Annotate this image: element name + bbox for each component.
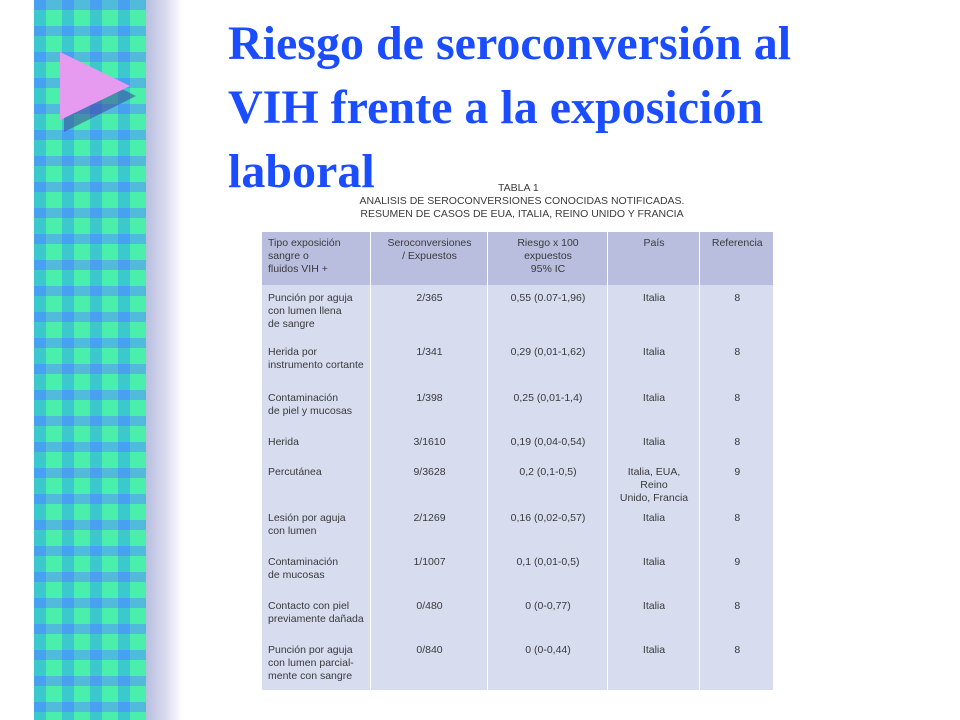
table-cell — [487, 593, 607, 637]
table-cell — [262, 459, 370, 505]
cell-text: Referencia — [711, 237, 763, 249]
cell-text: 0/480 — [416, 600, 443, 612]
cell-text: 9/3628 — [413, 466, 446, 478]
cell-text: sangre o — [268, 250, 309, 262]
cell-text: 8 — [734, 644, 741, 656]
table-row — [262, 593, 773, 637]
cell-text: 2/1269 — [413, 512, 446, 524]
table-cell — [487, 549, 607, 593]
slide-title-line: laboral — [228, 145, 375, 198]
table-cell — [370, 429, 487, 459]
cell-text: con lumen — [268, 525, 317, 537]
cell-text: 8 — [734, 600, 741, 612]
table-cell — [699, 429, 773, 459]
column-header — [607, 232, 699, 285]
table-body — [262, 285, 773, 690]
cell-text: mente con sangre — [268, 670, 353, 682]
cell-text: País — [643, 237, 665, 249]
table-row — [262, 505, 773, 549]
table-cell — [262, 505, 370, 549]
table-cell — [370, 637, 487, 690]
cell-text: 0,29 (0,01-1,62) — [510, 346, 586, 358]
cell-text: 0,16 (0,02-0,57) — [510, 512, 586, 524]
decorative-side-shade — [146, 0, 182, 720]
cell-text: 8 — [734, 392, 741, 404]
table-cell — [262, 285, 370, 339]
table-row — [262, 459, 773, 505]
table-cell — [487, 459, 607, 505]
column-header — [699, 232, 773, 285]
column-header — [487, 232, 607, 285]
cell-text: Seroconversiones — [387, 237, 472, 249]
cell-text: / Expuestos — [402, 250, 457, 262]
table-cell — [699, 285, 773, 339]
cell-text: 1/398 — [416, 392, 443, 404]
table-cell — [699, 549, 773, 593]
cell-text: previamente dañada — [268, 613, 364, 625]
table-cell — [487, 429, 607, 459]
cell-text: 0 (0-0,77) — [525, 600, 571, 612]
table-cell — [262, 429, 370, 459]
table-cell — [487, 285, 607, 339]
table-cell — [487, 339, 607, 385]
table-caption-line: ANALISIS DE SEROCONVERSIONES CONOCIDAS NOTIFICADAS. — [359, 195, 685, 207]
cell-text: 0,1 (0,01-0,5) — [516, 556, 580, 568]
table-cell — [487, 637, 607, 690]
table-cell — [370, 505, 487, 549]
table-cell — [699, 385, 773, 429]
table-row — [262, 385, 773, 429]
table-cell — [607, 593, 699, 637]
table-cell — [607, 459, 699, 505]
cell-text: 0 (0-0,44) — [525, 644, 571, 656]
cell-text: fluidos VIH + — [268, 263, 328, 275]
table-row — [262, 549, 773, 593]
cell-text: 0/840 — [416, 644, 443, 656]
cell-text: Punción por aguja — [268, 644, 353, 656]
slide-title — [228, 12, 928, 204]
cell-text: 3/1610 — [413, 436, 446, 448]
table-cell — [370, 549, 487, 593]
cell-text: Contaminación — [268, 392, 339, 404]
cell-text: Percutánea — [268, 466, 322, 478]
table-row — [262, 637, 773, 690]
cell-text: Italia — [642, 512, 666, 524]
cell-text: 8 — [734, 292, 741, 304]
slide-title-line: Riesgo de seroconversión al — [228, 17, 792, 70]
cell-text: 0,25 (0,01-1,4) — [513, 392, 583, 404]
table-cell — [699, 339, 773, 385]
table-cell — [699, 459, 773, 505]
cell-text: Contacto con piel — [268, 600, 350, 612]
table-caption-label: TABLA 1 — [498, 182, 539, 194]
table-caption-line: RESUMEN DE CASOS DE EUA, ITALIA, REINO UNIDO Y FRANCIA — [360, 208, 684, 220]
table-row — [262, 429, 773, 459]
cell-text: 95% IC — [530, 263, 566, 275]
cell-text: de piel y mucosas — [268, 405, 353, 417]
table-cell — [607, 505, 699, 549]
table-cell — [699, 593, 773, 637]
table-cell — [607, 385, 699, 429]
cell-text: Unido, Francia — [619, 492, 689, 504]
table-cell — [607, 549, 699, 593]
cell-text: 2/365 — [416, 292, 443, 304]
cell-text: 0,55 (0.07-1,96) — [510, 292, 586, 304]
table-cell — [262, 549, 370, 593]
slide-title-line: VIH frente a la exposición — [228, 81, 764, 134]
cell-text: expuestos — [524, 250, 572, 262]
cell-text: Italia — [642, 600, 666, 612]
cell-text: 0,2 (0,1-0,5) — [519, 466, 577, 478]
table-cell — [487, 385, 607, 429]
table-cell — [262, 385, 370, 429]
cell-text: Italia — [642, 556, 666, 568]
cell-text: Italia — [642, 392, 666, 404]
column-header — [370, 232, 487, 285]
seroconversion-table — [262, 232, 773, 690]
table-cell — [262, 593, 370, 637]
cell-text: 1/341 — [416, 346, 443, 358]
cell-text: Tipo exposición — [268, 237, 341, 249]
cell-text: Contaminación — [268, 556, 339, 568]
table-cell — [370, 339, 487, 385]
cell-text: 0,19 (0,04-0,54) — [510, 436, 586, 448]
table-row — [262, 285, 773, 339]
table-cell — [487, 505, 607, 549]
cell-text: 9 — [734, 556, 741, 568]
cell-text: con lumen parcial- — [268, 657, 354, 669]
cell-text: 9 — [734, 466, 741, 478]
cell-text: 8 — [734, 436, 741, 448]
table-cell — [699, 505, 773, 549]
table-cell — [370, 285, 487, 339]
cell-text: Herida por — [268, 346, 318, 358]
table-row — [262, 339, 773, 385]
cell-text: Italia — [642, 644, 666, 656]
cell-text: instrumento cortante — [268, 359, 364, 371]
table-cell — [607, 429, 699, 459]
table-cell — [370, 459, 487, 505]
table-cell — [370, 593, 487, 637]
table-cell — [607, 339, 699, 385]
table-cell — [262, 339, 370, 385]
cell-text: 8 — [734, 346, 741, 358]
cell-text: Punción por aguja — [268, 292, 353, 304]
triangle-bullet-icon — [60, 52, 130, 120]
table-cell — [607, 285, 699, 339]
table-cell — [262, 637, 370, 690]
cell-text: Italia — [642, 346, 666, 358]
table-header-row — [262, 232, 773, 285]
cell-text: Riesgo x 100 — [517, 237, 579, 249]
cell-text: 1/1007 — [413, 556, 446, 568]
data-table — [262, 232, 773, 690]
cell-text: Italia — [642, 436, 666, 448]
cell-text: Italia — [642, 292, 666, 304]
cell-text: con lumen llena — [268, 305, 342, 317]
cell-text: Italia, EUA, Reino — [627, 466, 681, 491]
cell-text: de sangre — [268, 318, 315, 330]
table-cell — [607, 637, 699, 690]
table-cell — [699, 637, 773, 690]
cell-text: 8 — [734, 512, 741, 524]
table-cell — [370, 385, 487, 429]
table-caption — [352, 182, 692, 221]
cell-text: Herida — [268, 436, 299, 448]
cell-text: Lesión por aguja — [268, 512, 346, 524]
column-header — [262, 232, 370, 285]
cell-text: de mucosas — [268, 569, 325, 581]
